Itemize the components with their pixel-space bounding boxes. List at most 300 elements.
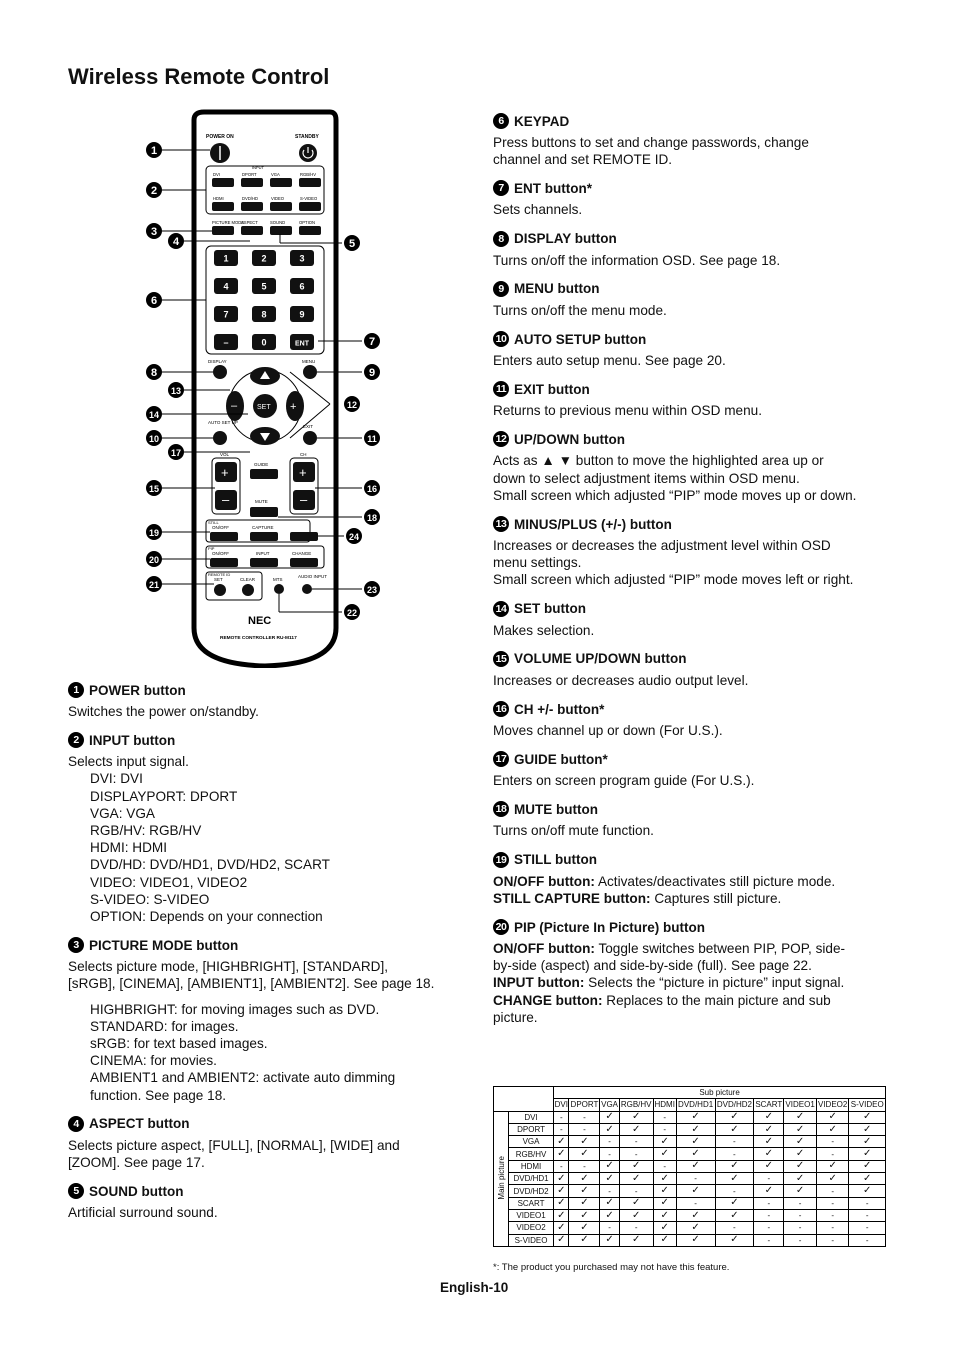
table-cell: ✓ [600, 1123, 619, 1135]
table-cell: - [653, 1160, 676, 1172]
section-17 [493, 751, 893, 789]
section-title: MINUS/PLUS (+/-) button [514, 516, 672, 532]
table-cell: - [676, 1197, 715, 1209]
table-cell: ✓ [816, 1123, 849, 1135]
key-label-0: 1 [223, 253, 229, 264]
table-cell: - [554, 1160, 569, 1172]
table-cell: ✓ [715, 1234, 754, 1246]
callout-label-8: 8 [150, 366, 158, 379]
section-indent-line: HDMI: HDMI [90, 840, 168, 856]
section-title: PICTURE MODE button [89, 937, 239, 953]
column-header: DVD/HD2 [716, 1100, 752, 1110]
callout-label-14: 14 [148, 409, 160, 420]
section-12 [493, 431, 893, 504]
section-indent-line: DVI: DVI [90, 771, 143, 787]
id-set-label: SET [214, 577, 223, 582]
table-cell: ✓ [784, 1185, 817, 1197]
row-header: DVD/HD1 [509, 1173, 554, 1185]
section-indent-line: DISPLAYPORT: DPORT [90, 788, 238, 804]
section-20 [493, 919, 893, 1026]
guide-button [250, 469, 278, 479]
mts-button [274, 584, 284, 594]
table-cell: ✓ [569, 1148, 600, 1160]
key-label-2: 3 [299, 253, 305, 264]
table-cell: - [653, 1123, 676, 1135]
table-cell: ✓ [784, 1173, 817, 1185]
callout-label-16: 16 [366, 483, 378, 494]
table-cell: - [816, 1148, 849, 1160]
column-header: RGB/HV [620, 1100, 652, 1110]
table-cell: - [754, 1197, 784, 1209]
right-column [493, 113, 893, 1038]
table-cell: - [715, 1148, 754, 1160]
callout-label-1: 1 [150, 144, 158, 157]
callout-label-21: 21 [148, 579, 160, 590]
callout-label-11: 11 [367, 433, 377, 444]
section-10 [493, 331, 893, 369]
section-line: Press buttons to set and change passwords, change [493, 135, 809, 150]
id-set-button [214, 584, 226, 596]
table-cell: ✓ [619, 1160, 653, 1172]
footnote: *: The product you purchased may not have this feature. [493, 1262, 730, 1273]
table-cell: ✓ [619, 1234, 653, 1246]
section-title: ENT button* [514, 180, 592, 196]
table-cell: ✓ [676, 1185, 715, 1197]
table-row [494, 1160, 886, 1172]
section-number-icon: 20 [493, 919, 509, 935]
table-cell: - [784, 1209, 817, 1221]
table-cell: ✓ [849, 1173, 886, 1185]
section-indent-line: VGA: VGA [90, 805, 155, 821]
table-cell: ✓ [600, 1209, 619, 1221]
table-cell: ✓ [554, 1222, 569, 1234]
menu-button [303, 365, 317, 379]
table-cell: - [676, 1173, 715, 1185]
section-number-icon: 6 [493, 113, 509, 129]
vol-label: VOL [220, 452, 230, 457]
table-cell: ✓ [619, 1111, 653, 1123]
column-header: S-VIDEO [850, 1100, 884, 1110]
section-title: MENU button [514, 281, 600, 297]
left-column [68, 682, 468, 1233]
still-label: STILL [208, 520, 219, 525]
section-title: DISPLAY button [514, 231, 617, 247]
section-line: Selects picture aspect, [FULL], [NORMAL], [WIDE] and [68, 1137, 400, 1153]
section-title: SET button [514, 601, 586, 617]
table-cell: ✓ [676, 1222, 715, 1234]
table-cell: ✓ [619, 1123, 653, 1135]
table-cell: ✓ [715, 1160, 754, 1172]
row-header: VIDEO1 [509, 1209, 554, 1221]
section-3 [68, 937, 468, 1104]
mode-button-3 [299, 226, 321, 235]
section-number-icon: 13 [493, 516, 509, 532]
table-cell: - [554, 1111, 569, 1123]
section-indent-line: RGB/HV: RGB/HV [90, 823, 202, 839]
table-cell: ✓ [754, 1123, 784, 1135]
table-row [494, 1148, 886, 1160]
sub-picture-header: Sub picture [554, 1087, 886, 1099]
section-line: [ZOOM]. See page 17. [68, 1155, 205, 1171]
section-indent-line: S-VIDEO: S-VIDEO [90, 891, 210, 907]
section-14 [493, 601, 893, 639]
main-picture-label: Main picture [496, 1155, 506, 1200]
svg-text:+: + [221, 465, 229, 480]
callout-label-2: 2 [150, 184, 158, 197]
column-header: DVD/HD1 [678, 1100, 714, 1110]
table-cell: ✓ [849, 1111, 886, 1123]
section-title: VOLUME UP/DOWN button [514, 651, 687, 667]
table-cell: ✓ [653, 1148, 676, 1160]
table-cell: ✓ [653, 1234, 676, 1246]
key-label-7: 8 [261, 309, 267, 320]
table-cell: - [715, 1222, 754, 1234]
callout-label-23: 23 [366, 584, 378, 595]
table-cell: - [569, 1160, 600, 1172]
auto-setup-button [213, 431, 227, 445]
table-cell: ✓ [849, 1136, 886, 1148]
table-cell: ✓ [554, 1209, 569, 1221]
table-cell: - [754, 1234, 784, 1246]
display-button [213, 365, 227, 379]
section-title: STILL button [514, 852, 597, 868]
table-cell: - [554, 1123, 569, 1135]
table-row [494, 1173, 886, 1185]
section-line: Acts as ▲ ▼ button to move the highlighted area up or [493, 453, 824, 469]
table-row [494, 1185, 886, 1197]
mode-label-0: PICTURE MODE [212, 220, 245, 225]
table-cell: ✓ [600, 1173, 619, 1185]
table-cell: ✓ [715, 1111, 754, 1123]
input-button-5 [241, 202, 263, 211]
mode-label-2: SOUND [270, 220, 286, 225]
table-cell: - [849, 1197, 886, 1209]
table-cell: - [569, 1123, 600, 1135]
section-number-icon: 3 [68, 937, 84, 953]
table-cell: ✓ [849, 1160, 886, 1172]
table-cell: - [619, 1185, 653, 1197]
row-header: S-VIDEO [509, 1234, 554, 1246]
section-number-icon: 10 [493, 331, 509, 347]
table-cell: ✓ [554, 1173, 569, 1185]
table-cell: ✓ [849, 1123, 886, 1135]
section-line: Turns on/off the information OSD. See page 18. [493, 252, 781, 268]
mute-label: MUTE [255, 499, 268, 504]
section-number-icon: 12 [493, 431, 509, 447]
table-row [494, 1209, 886, 1221]
section-2 [68, 732, 468, 925]
table-cell: ✓ [653, 1185, 676, 1197]
section-line: Turns on/off the menu mode. [493, 302, 667, 318]
callout-label-10: 10 [148, 433, 160, 444]
pip-input-label: INPUT [256, 551, 270, 556]
menu-label: MENU [302, 359, 316, 364]
section-number-icon: 9 [493, 281, 509, 297]
svg-text:–: – [222, 492, 230, 507]
pip-on-off-button [210, 558, 238, 567]
table-cell: - [754, 1222, 784, 1234]
table-cell: ✓ [676, 1160, 715, 1172]
table-cell: - [600, 1136, 619, 1148]
section-indent-line: OPTION: Depends on your connection [90, 909, 323, 925]
table-cell: ✓ [569, 1197, 600, 1209]
section-line: [sRGB], [CINEMA], [AMBIENT1], [AMBIENT2]. See page 18. [68, 976, 435, 992]
table-cell: ✓ [676, 1136, 715, 1148]
section-5 [68, 1183, 468, 1221]
remote-id-label: REMOTE ID [208, 572, 231, 577]
svg-text:–: – [231, 400, 238, 412]
mode-button-2 [270, 226, 292, 235]
input-label-5: DVD/HD [242, 196, 259, 201]
pip-label: PIP [208, 546, 215, 551]
table-cell: ✓ [600, 1160, 619, 1172]
section-line: channel and set REMOTE ID. [493, 152, 673, 168]
table-cell: ✓ [754, 1136, 784, 1148]
change-label: CHANGE [292, 551, 312, 556]
mts-label: MTS [273, 577, 283, 582]
callout-label-24: 24 [348, 531, 360, 542]
section-indent-line: HIGHBRIGHT: for moving images such as DVD. [90, 1001, 380, 1017]
row-header: DPORT [509, 1123, 554, 1135]
input-group-label: INPUT [252, 165, 264, 170]
column-header: DPORT [570, 1100, 599, 1110]
table-cell: ✓ [715, 1209, 754, 1221]
table-cell: ✓ [653, 1197, 676, 1209]
section-number-icon: 14 [493, 601, 509, 617]
section-title: KEYPAD [514, 113, 570, 129]
input-button-4 [212, 202, 234, 211]
table-cell: ✓ [784, 1111, 817, 1123]
column-header: VIDEO1 [785, 1100, 815, 1110]
section-4 [68, 1116, 468, 1171]
section-line: Selects picture mode, [HIGHBRIGHT], [STANDARD], [68, 959, 389, 975]
key-label-3: 4 [223, 281, 229, 292]
section-line: down to select adjustment items within OSD menu. [493, 470, 800, 486]
table-cell: - [849, 1222, 886, 1234]
exit-button [303, 431, 317, 445]
capture-label: CAPTURE [252, 525, 274, 530]
row-header: VIDEO2 [509, 1222, 554, 1234]
still-on-off-label: ON/OFF [212, 525, 229, 530]
section-number-icon: 2 [68, 732, 84, 748]
key-label-1: 2 [261, 253, 267, 264]
section-line: menu settings. [493, 555, 582, 571]
table-cell: - [816, 1209, 849, 1221]
callout-label-3: 3 [150, 225, 158, 238]
table-cell: ✓ [554, 1185, 569, 1197]
remote-control-illustration [140, 108, 390, 668]
section-number-icon: 5 [68, 1183, 84, 1199]
table-cell: ✓ [653, 1136, 676, 1148]
table-cell: ✓ [554, 1148, 569, 1160]
row-header: SCART [509, 1197, 554, 1209]
key-label-5: 6 [299, 281, 305, 292]
table-row [494, 1111, 886, 1123]
callout-label-4: 4 [172, 235, 180, 248]
table-cell: ✓ [619, 1173, 653, 1185]
table-cell: ✓ [676, 1209, 715, 1221]
clear-label: CLEAR [240, 577, 256, 582]
table-cell: ✓ [784, 1160, 817, 1172]
table-cell: - [569, 1111, 600, 1123]
section-title: MUTE button [514, 801, 598, 817]
section-indent-line: DVD/HD: DVD/HD1, DVD/HD2, SCART [90, 857, 330, 873]
table-cell: ✓ [619, 1197, 653, 1209]
input-button-2 [270, 178, 292, 187]
svg-text:+: + [290, 401, 297, 413]
section-line: Sets channels. [493, 202, 583, 218]
pip-input-button [250, 558, 278, 567]
table-cell: - [784, 1234, 817, 1246]
input-label-4: HDMI [213, 196, 224, 201]
callout-label-20: 20 [148, 554, 160, 565]
section-line: Small screen which adjusted “PIP” mode moves left or right. [493, 572, 854, 588]
table-cell: - [849, 1209, 886, 1221]
section-indent-line: function. See page 18. [90, 1087, 227, 1103]
table-cell: ✓ [569, 1222, 600, 1234]
section-line: Switches the power on/standby. [68, 704, 259, 719]
section-rich-line: INPUT button: Selects the “picture in picture” input signal. [493, 975, 845, 991]
table-cell: ✓ [816, 1160, 849, 1172]
table-row [494, 1197, 886, 1209]
section-title: EXIT button [514, 381, 590, 397]
key-label-4: 5 [261, 281, 267, 292]
section-number-icon: 7 [493, 180, 509, 196]
callout-label-17: 17 [170, 447, 182, 458]
section-16 [493, 701, 893, 739]
brand-logo: NEC [248, 615, 272, 627]
table-cell: ✓ [715, 1197, 754, 1209]
table-cell: - [816, 1136, 849, 1148]
table-cell: ✓ [554, 1234, 569, 1246]
table-cell: ✓ [715, 1123, 754, 1135]
input-button-3 [299, 178, 321, 187]
table-row [494, 1136, 886, 1148]
section-number-icon: 16 [493, 701, 509, 717]
section-7 [493, 180, 893, 218]
ch-label: CH [300, 452, 307, 457]
row-header: DVD/HD2 [509, 1185, 554, 1197]
section-line: Artificial surround sound. [68, 1205, 218, 1221]
table-cell: - [653, 1111, 676, 1123]
section-title: ASPECT button [89, 1116, 190, 1132]
callout-label-13: 13 [170, 385, 182, 396]
callout-label-12: 12 [346, 399, 358, 410]
power-on-label: POWER ON [206, 134, 234, 140]
guide-label: GUIDE [254, 462, 269, 467]
table-cell: - [619, 1222, 653, 1234]
page-footer: English-10 [440, 1280, 509, 1295]
row-header: HDMI [509, 1160, 554, 1172]
capture-button [250, 532, 278, 541]
table-cell: - [816, 1234, 849, 1246]
table-cell: ✓ [784, 1148, 817, 1160]
table-cell: ✓ [754, 1160, 784, 1172]
input-button-0 [212, 178, 234, 187]
table-row [494, 1234, 886, 1246]
row-header: VGA [509, 1136, 554, 1148]
section-rich-line: CHANGE button: Replaces to the main picture and sub [493, 992, 831, 1008]
section-line: Makes selection. [493, 622, 595, 638]
standby-label: STANDBY [295, 134, 319, 140]
table-cell: ✓ [600, 1111, 619, 1123]
table-cell: ✓ [569, 1209, 600, 1221]
callout-label-9: 9 [368, 366, 376, 379]
table-cell: ✓ [676, 1148, 715, 1160]
section-title: UP/DOWN button [514, 431, 625, 447]
key-label-11: ENT [295, 340, 309, 348]
audio-input-button [302, 584, 312, 594]
table-cell: ✓ [569, 1173, 600, 1185]
table-cell: ✓ [816, 1173, 849, 1185]
table-cell: ✓ [715, 1173, 754, 1185]
section-title: CH +/- button* [514, 701, 605, 717]
table-cell: ✓ [784, 1123, 817, 1135]
table-cell: ✓ [554, 1136, 569, 1148]
table-cell: ✓ [600, 1197, 619, 1209]
set-label: SET [257, 404, 271, 411]
table-cell: ✓ [754, 1148, 784, 1160]
table-cell: ✓ [849, 1185, 886, 1197]
input-button-6 [270, 202, 292, 211]
section-rich-line: STILL CAPTURE button: Captures still picture. [493, 890, 782, 906]
column-header: VGA [601, 1100, 619, 1110]
mode-label-1: ASPECT [241, 220, 258, 225]
input-label-1: DPORT [242, 172, 257, 177]
table-cell: - [784, 1197, 817, 1209]
table-cell: ✓ [569, 1185, 600, 1197]
table-cell: ✓ [676, 1234, 715, 1246]
section-number-icon: 8 [493, 231, 509, 247]
mute-button [250, 507, 278, 517]
table-cell: - [600, 1185, 619, 1197]
section-title: AUTO SETUP button [514, 331, 647, 347]
callout-label-5: 5 [348, 237, 356, 250]
table-cell: - [784, 1222, 817, 1234]
section-title: POWER button [89, 682, 186, 698]
mode-label-3: OPTION [299, 220, 316, 225]
page-title: Wireless Remote Control [68, 64, 330, 89]
table-cell: ✓ [754, 1185, 784, 1197]
auto-setup-label: AUTO SET UP [208, 420, 238, 425]
table-row [494, 1123, 886, 1135]
section-title: SOUND button [89, 1183, 184, 1199]
section-line: Increases or decreases audio output level. [493, 672, 749, 688]
table-cell: - [600, 1148, 619, 1160]
row-header: DVI [509, 1111, 554, 1123]
section-line: Selects input signal. [68, 754, 189, 770]
section-indent-line: AMBIENT1 and AMBIENT2: activate auto dimming [90, 1070, 396, 1086]
audio-input-label: AUDIO INPUT [298, 574, 328, 579]
section-rich-line: picture. [493, 1009, 538, 1025]
key-label-8: 9 [299, 309, 305, 320]
section-rich-line: ON/OFF button: Activates/deactivates still picture mode. [493, 873, 836, 889]
section-indent-line: VIDEO: VIDEO1, VIDEO2 [90, 874, 248, 890]
display-label: DISPLAY [208, 359, 227, 364]
table-cell: ✓ [653, 1173, 676, 1185]
section-title: INPUT button [89, 732, 176, 748]
still-on-off-button [210, 532, 238, 541]
section-number-icon: 11 [493, 381, 509, 397]
svg-text:–: – [300, 492, 308, 507]
section-line: Enters auto setup menu. See page 20. [493, 353, 726, 369]
model-label: REMOTE CONTROLLER RU-M117 [220, 636, 297, 641]
key-label-6: 7 [223, 309, 229, 320]
input-label-3: RGB/HV [300, 172, 317, 177]
section-indent-line: CINEMA: for movies. [90, 1053, 217, 1069]
input-label-6: VIDEO [271, 196, 285, 201]
table-cell: - [816, 1222, 849, 1234]
